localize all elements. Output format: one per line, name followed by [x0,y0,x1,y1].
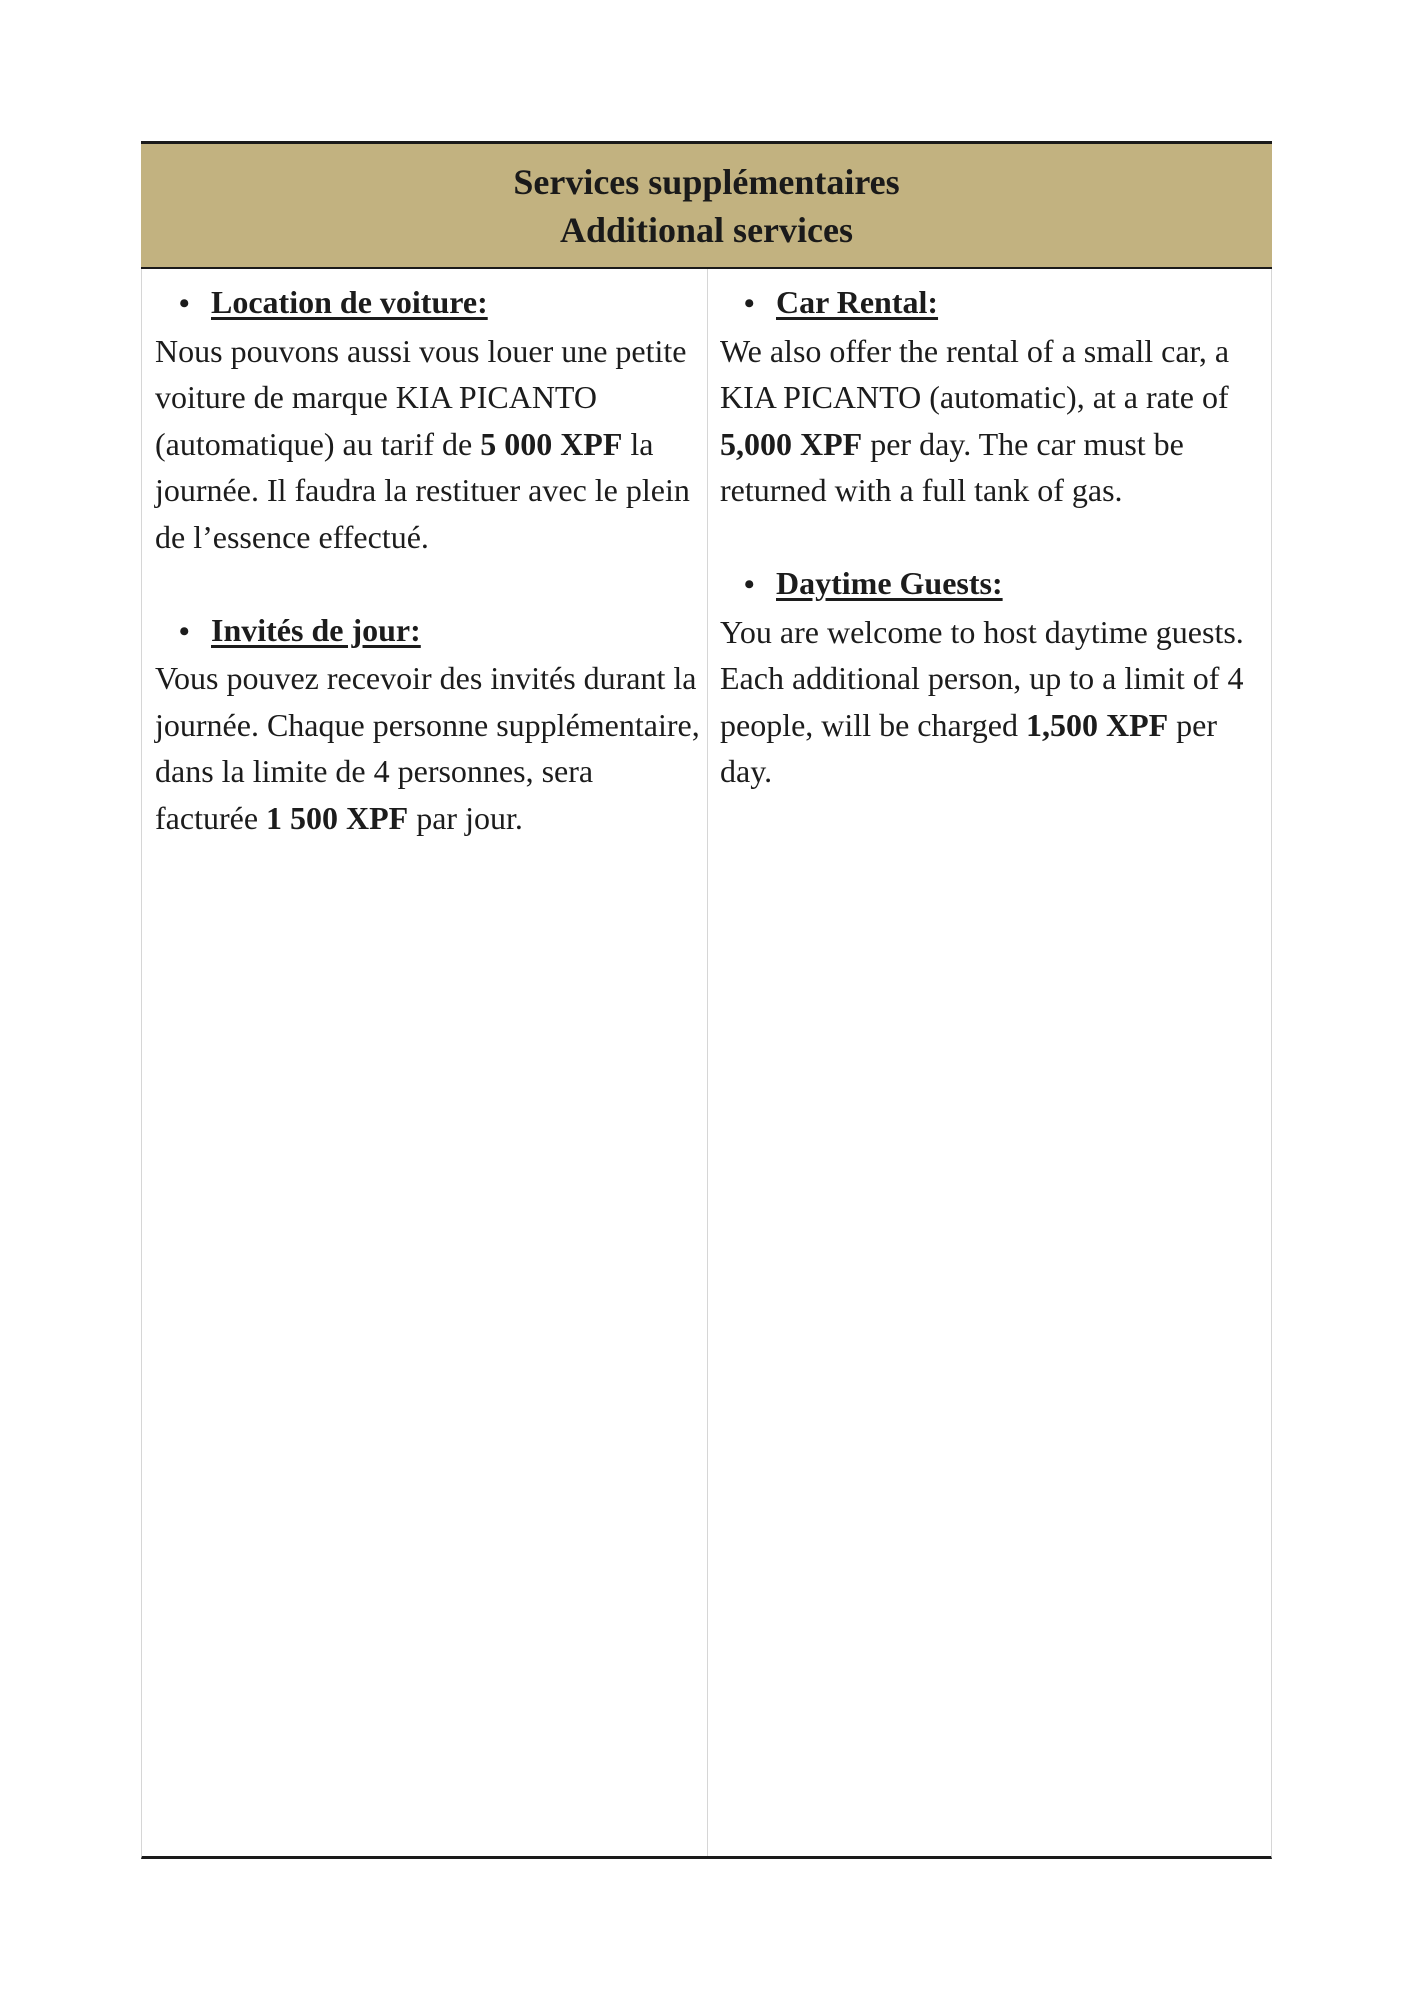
car-rental-heading-fr [155,279,700,328]
car-rental-text-fr: Nous pouvons aussi vous louer une petite voiture de marque KIA PICANTO (automatique) au tarif de 5 000 XPF la journée. Il faudra la restituer avec le plein de l’essence effectué. [155,332,690,555]
day-guests-price-en: 1,500 XPF [1025,706,1169,743]
day-guests-text-en: You are welcome to host daytime guests. Each additional person, up to a limit of 4 people, will be charged 1,500 XPF per day. [720,613,1244,789]
car-rental-text-en: We also offer the rental of a small car, a KIA PICANTO (automatic), at a rate of 5,000 XPF per day. The car must be returned with a full tank of gas. [720,332,1230,508]
services-table-body [141,269,1272,1859]
car-rental-price-en: 5,000 XPF [720,425,863,462]
car-rental-section-fr [155,279,700,560]
header-title-fr: Services supplémentaires [513,161,900,202]
day-guests-heading-en [720,560,1265,609]
services-header [141,141,1272,269]
day-guests-text-fr: Vous pouvez recevoir des invités durant la journée. Chaque personne supplémentaire, dans la limite de 4 personnes, sera facturée 1 500 XPF par jour. [155,660,700,836]
day-guests-title-en: Daytime Guests: [776,565,1003,601]
day-guests-price-fr: 1 500 XPF [266,799,409,836]
services-page [141,141,1272,1859]
bullet-icon: • [179,614,190,648]
day-guests-section-fr [155,607,700,842]
day-guests-heading-fr [155,607,700,656]
day-guests-title-fr: Invités de jour: [211,611,421,648]
french-column [155,279,700,841]
day-guests-section-en [720,560,1265,795]
car-rental-title-en: Car Rental: [776,284,939,320]
bullet-icon: • [744,568,755,601]
bullet-icon: • [179,287,190,320]
car-rental-title-fr: Location de voiture: [211,284,488,320]
bullet-icon: • [744,287,755,320]
car-rental-section-en [720,279,1265,514]
column-divider [707,269,708,1856]
car-rental-price-fr: 5 000 XPF [480,425,623,462]
english-column [720,279,1265,795]
header-title-en: Additional services [560,209,853,250]
car-rental-heading-en [720,279,1265,328]
